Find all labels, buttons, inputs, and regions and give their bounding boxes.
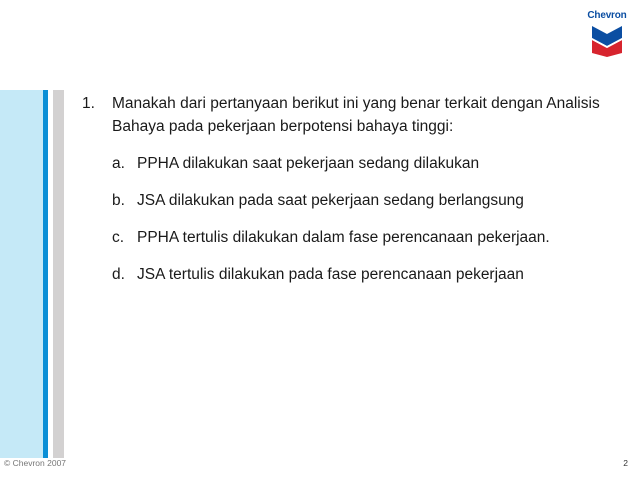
option-text: PPHA dilakukan saat pekerjaan sedang dilakukan — [137, 155, 480, 172]
option-d — [112, 263, 622, 286]
logo-text: Chevron — [587, 10, 627, 21]
question-text: Manakah dari pertanyaan berikut ini yang benar terkait dengan Analisis Bahaya pada pekerjaan berpotensi bahaya tinggi: — [112, 95, 600, 135]
option-letter: d. — [112, 266, 125, 283]
question-number: 1. — [82, 95, 95, 112]
option-text: JSA tertulis dilakukan pada fase perencanaan pekerjaan — [137, 266, 524, 283]
question — [82, 92, 622, 138]
option-b — [112, 189, 622, 212]
chevron-hallmark-icon — [590, 23, 624, 57]
option-letter: a. — [112, 155, 125, 172]
gray-decor-stripe — [53, 90, 64, 458]
copyright-text: © Chevron 2007 — [4, 458, 67, 468]
option-text: PPHA tertulis dilakukan dalam fase perencanaan pekerjaan. — [137, 229, 550, 246]
option-text: JSA dilakukan pada saat pekerjaan sedang berlangsung — [137, 192, 524, 209]
chevron-logo — [582, 10, 632, 58]
option-c — [112, 226, 622, 249]
option-letter: b. — [112, 192, 125, 209]
left-decor-band — [0, 90, 43, 458]
option-letter: c. — [112, 229, 125, 246]
question-block — [82, 92, 622, 286]
option-a — [112, 152, 622, 175]
page-number: 2 — [623, 458, 628, 468]
answer-options — [112, 152, 622, 286]
